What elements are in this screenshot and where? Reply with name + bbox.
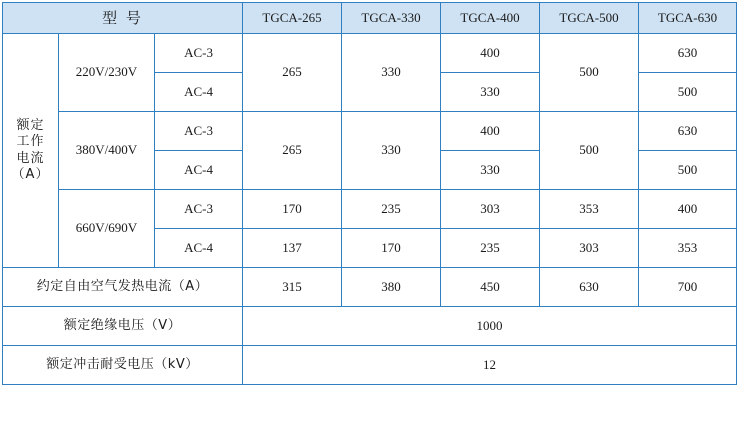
value-cell: 265 [243,112,342,190]
ac-type-label: AC-3 [155,34,243,73]
ac-type-label: AC-3 [155,190,243,229]
value-cell: 630 [540,268,639,307]
voltage-group-380: 380V/400V [59,112,155,190]
table-row [3,307,737,346]
ac-type-label: AC-4 [155,151,243,190]
value-cell: 380 [342,268,441,307]
value-cell: 330 [441,151,540,190]
rated-current-label [3,34,59,268]
value-cell: 235 [342,190,441,229]
value-cell: 400 [639,190,737,229]
value-cell: 400 [441,112,540,151]
value-cell: 500 [540,112,639,190]
value-cell: 353 [540,190,639,229]
voltage-group-660: 660V/690V [59,190,155,268]
table-row [3,268,737,307]
value-cell: 400 [441,34,540,73]
header-model-5: TGCA-630 [639,3,737,34]
ac-type-label: AC-4 [155,73,243,112]
value-cell: 330 [342,34,441,112]
value-cell: 330 [342,112,441,190]
value-cell: 1000 [243,307,737,346]
table-row [3,34,737,73]
thermal-current-label: 约定自由空气发热电流（A） [3,268,243,307]
rated-current-label-line-4: （A） [11,166,50,182]
rated-current-label-line-3: 电流 [16,150,45,166]
value-cell: 330 [441,73,540,112]
value-cell: 500 [540,34,639,112]
table-row [3,346,737,385]
header-row [3,3,737,34]
impulse-voltage-label: 额定冲击耐受电压（kV） [3,346,243,385]
table-row [3,190,737,229]
value-cell: 303 [441,190,540,229]
rated-specifications-table [2,2,737,385]
value-cell: 500 [639,73,737,112]
ac-type-label: AC-3 [155,112,243,151]
value-cell: 630 [639,34,737,73]
voltage-group-220: 220V/230V [59,34,155,112]
insulation-voltage-label: 额定绝缘电压（V） [3,307,243,346]
value-cell: 700 [639,268,737,307]
value-cell: 353 [639,229,737,268]
value-cell: 450 [441,268,540,307]
value-cell: 12 [243,346,737,385]
header-model-3: TGCA-400 [441,3,540,34]
rated-current-label-line-2: 工作 [16,134,45,150]
value-cell: 170 [342,229,441,268]
header-model-2: TGCA-330 [342,3,441,34]
value-cell: 500 [639,151,737,190]
table-header [3,3,737,34]
header-model-4: TGCA-500 [540,3,639,34]
header-model-1: TGCA-265 [243,3,342,34]
value-cell: 170 [243,190,342,229]
table-body [3,34,737,385]
table-row [3,112,737,151]
ac-type-label: AC-4 [155,229,243,268]
value-cell: 315 [243,268,342,307]
value-cell: 265 [243,34,342,112]
header-model-label: 型 号 [3,3,243,34]
value-cell: 630 [639,112,737,151]
value-cell: 303 [540,229,639,268]
value-cell: 137 [243,229,342,268]
value-cell: 235 [441,229,540,268]
rated-current-label-line-1: 额定 [16,118,45,133]
